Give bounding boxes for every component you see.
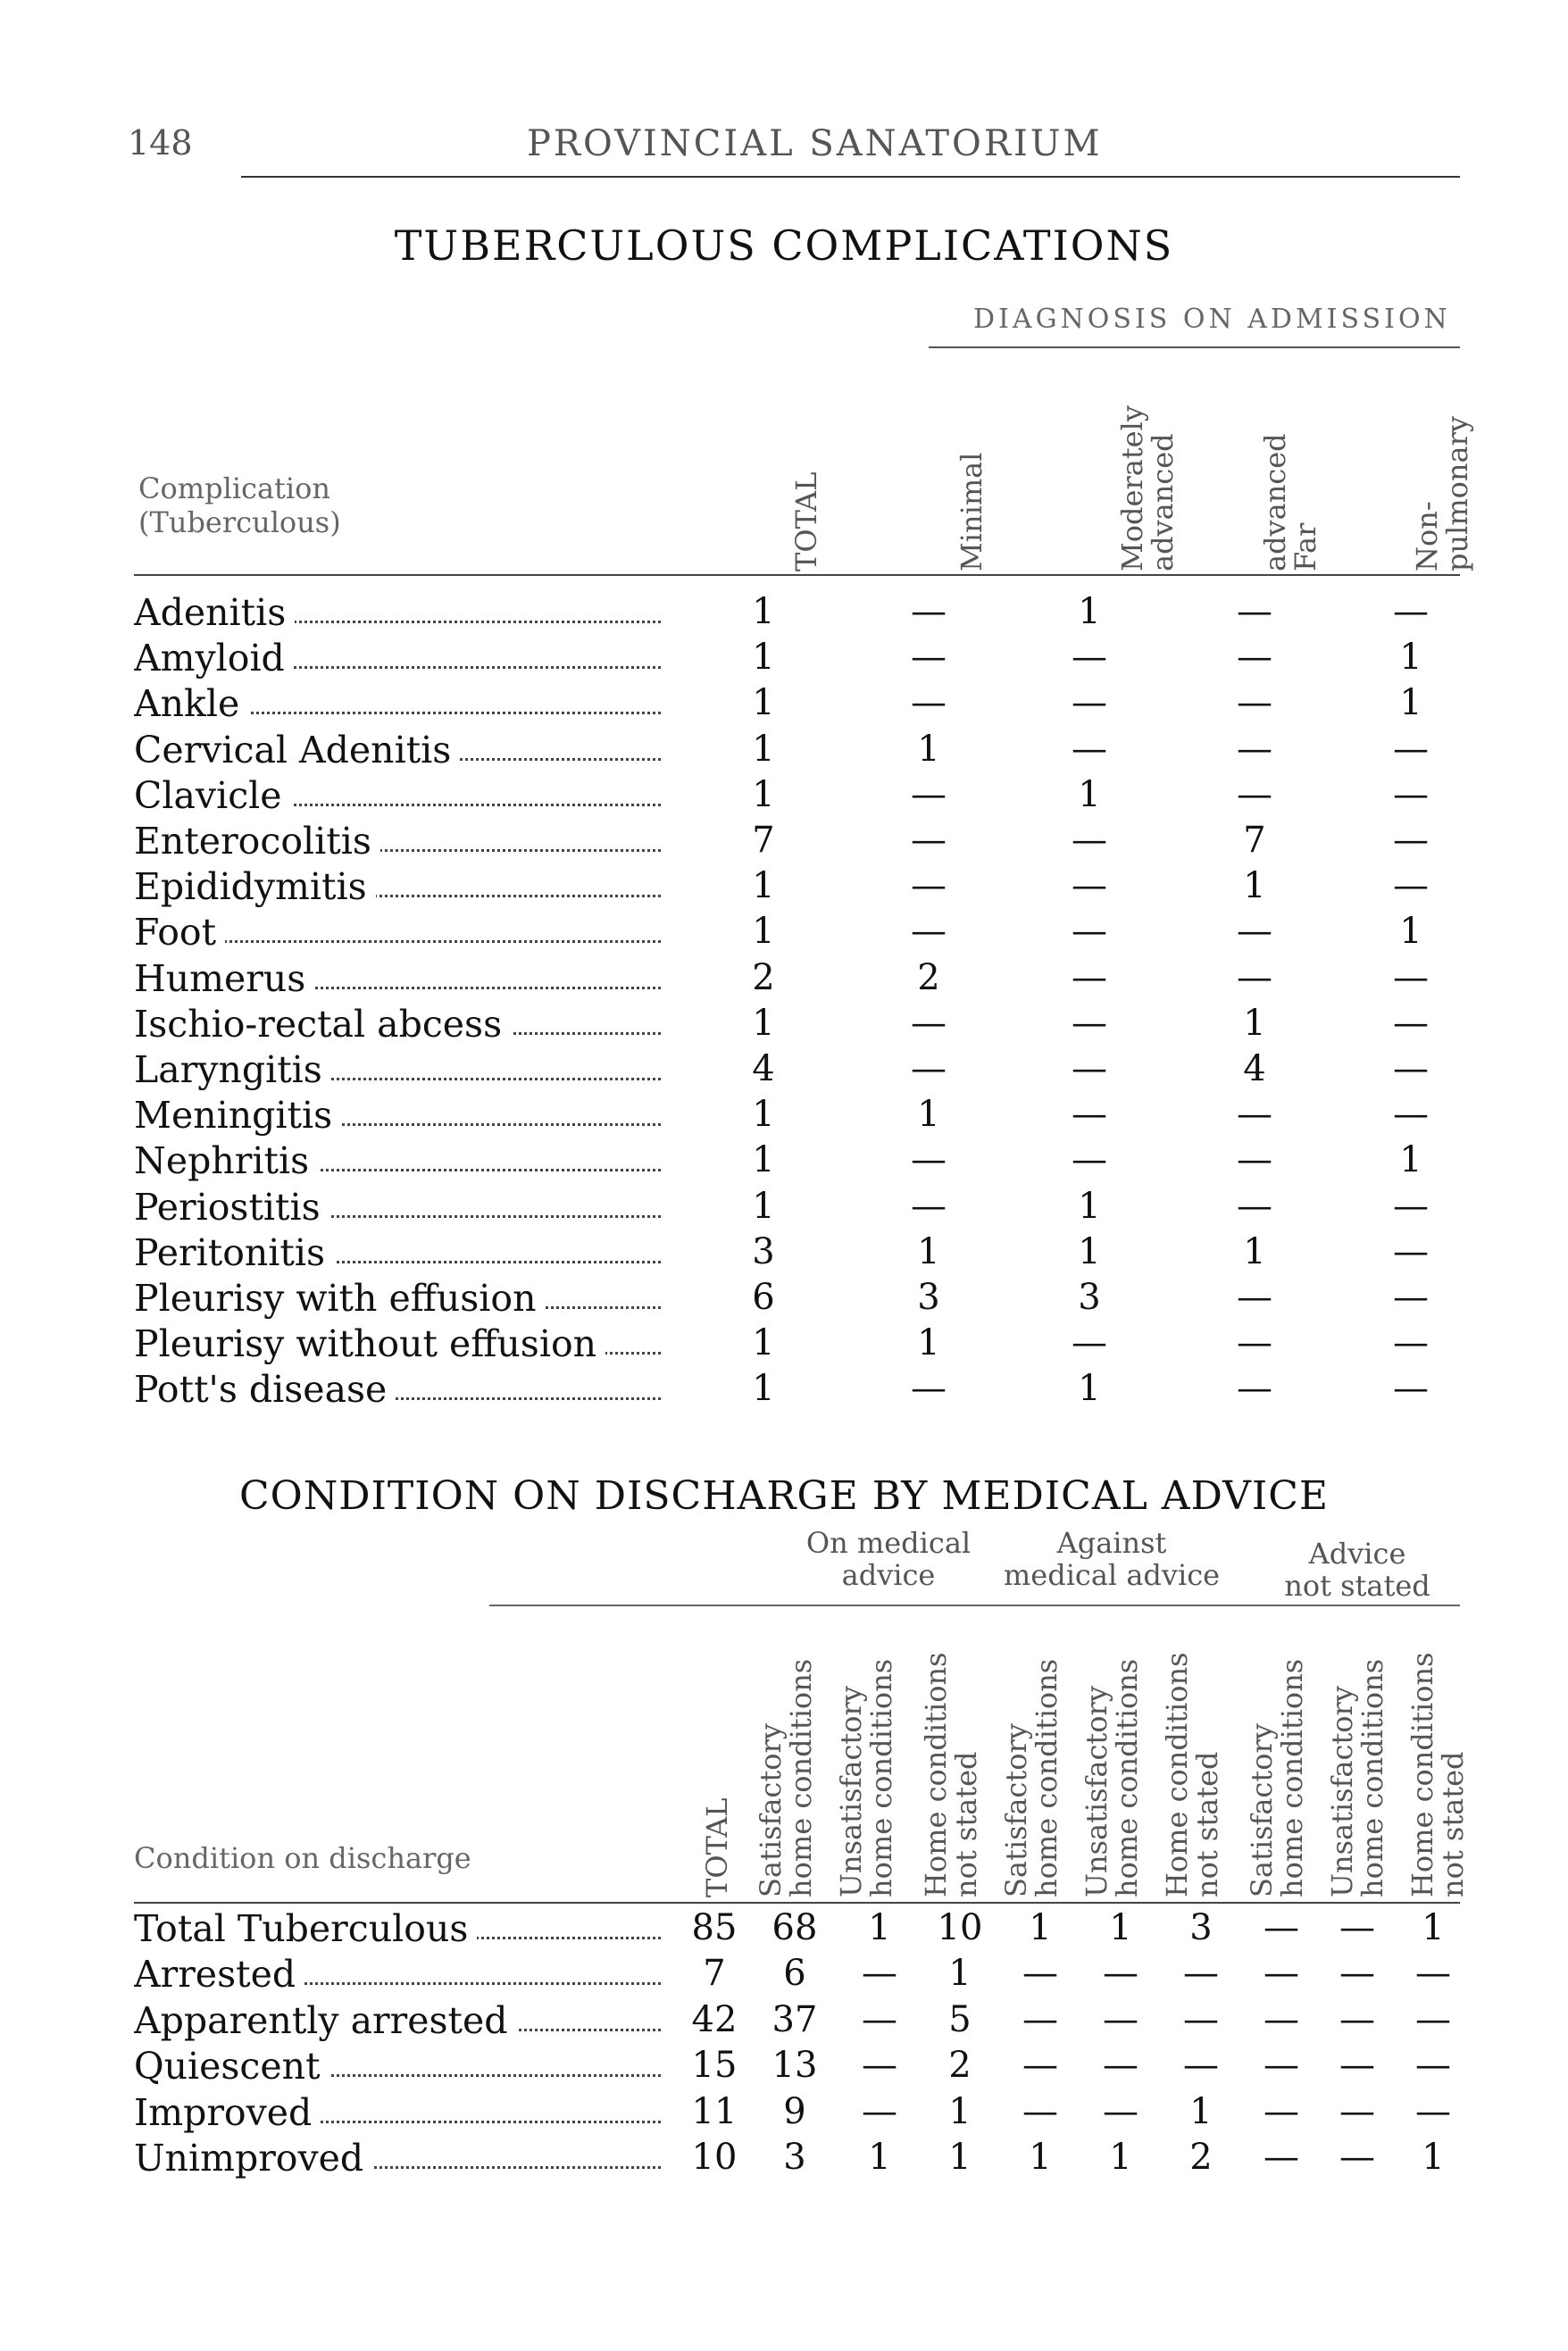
- t1-cell: 1: [752, 1094, 775, 1135]
- t1-cell: 1: [752, 591, 775, 632]
- t1-col-header-0-line1: TOTAL: [789, 471, 823, 571]
- t1-cell: —: [1237, 957, 1272, 998]
- t1-cell: 1: [752, 774, 775, 815]
- t2-col-header-7-line1: Satisfactory: [1245, 1723, 1279, 1897]
- t2-group-header-2: [1250, 1538, 1464, 1602]
- t1-cell: —: [911, 1048, 947, 1089]
- t2-cell: —: [1264, 2091, 1299, 2132]
- t1-cell: 1: [1078, 774, 1101, 815]
- t2-row-label: [134, 1953, 661, 1996]
- t1-row-label-text: Cervical Adenitis: [134, 729, 460, 771]
- table1-row-header-line2: (Tuberculous): [138, 505, 341, 539]
- t2-row-label: [134, 2137, 661, 2180]
- t2-cell: 1: [1109, 2137, 1132, 2178]
- t2-cell: —: [1103, 2091, 1138, 2132]
- t2-cell: 1: [1422, 1907, 1445, 1948]
- t2-row-label-text: Unimproved: [134, 2137, 372, 2180]
- t1-row-label: [134, 957, 661, 1000]
- t1-cell: —: [1237, 774, 1272, 815]
- t2-cell: 11: [691, 2091, 738, 2132]
- table2-title: CONDITION ON DISCHARGE BY MEDICAL ADVICE: [238, 1473, 1330, 1519]
- t2-cell: 1: [948, 2137, 972, 2178]
- t1-cell: 1: [1243, 1231, 1266, 1272]
- t1-cell: 1: [752, 729, 775, 770]
- t1-cell: 4: [752, 1048, 775, 1089]
- t1-cell: —: [1393, 1186, 1429, 1227]
- t2-cell: 6: [783, 1953, 806, 1994]
- t2-cell: 2: [1189, 2137, 1213, 2178]
- t2-cell: —: [862, 2045, 897, 2086]
- t2-row-label-text: Quiescent: [134, 2045, 329, 2088]
- table1-group-header: DIAGNOSIS ON ADMISSION: [973, 304, 1451, 335]
- t1-row-label-text: Pleurisy without effusion: [134, 1322, 605, 1365]
- t2-cell: —: [1022, 2091, 1058, 2132]
- header-rule: [241, 176, 1460, 178]
- table1-title: TUBERCULOUS COMPLICATIONS: [394, 221, 1174, 270]
- t1-cell: 1: [1399, 637, 1422, 678]
- t1-cell: 1: [752, 1368, 775, 1409]
- t2-group-header-line2: advice: [841, 1558, 936, 1592]
- t1-cell: —: [1393, 729, 1429, 770]
- t1-cell: 1: [1078, 1186, 1101, 1227]
- t1-col-header-3-line2: Far: [1289, 522, 1322, 571]
- t1-cell: 6: [752, 1277, 775, 1318]
- table2-group-rule: [489, 1605, 1460, 1606]
- t2-cell: —: [1264, 2137, 1299, 2178]
- t1-cell: 7: [1243, 820, 1266, 861]
- t1-cell: 1: [752, 1139, 775, 1180]
- t1-cell: —: [1237, 1277, 1272, 1318]
- t1-cell: —: [1072, 729, 1107, 770]
- t1-cell: 1: [752, 637, 775, 678]
- t1-row-label-text: Humerus: [134, 957, 314, 1000]
- t2-group-header-line2: not stated: [1284, 1569, 1430, 1603]
- t1-cell: 1: [752, 911, 775, 952]
- t1-cell: 1: [1078, 1231, 1101, 1272]
- t2-cell: —: [1339, 2045, 1375, 2086]
- t2-cell: —: [862, 1999, 897, 2040]
- t2-cell: —: [1103, 2045, 1138, 2086]
- t1-row-label-text: Amyloid: [134, 637, 294, 679]
- t2-col-header-5-line2: home conditions: [1110, 1658, 1144, 1897]
- t1-cell: —: [911, 774, 947, 815]
- t1-cell: 4: [1243, 1048, 1266, 1089]
- t1-row-label: [134, 591, 661, 634]
- t1-cell: —: [1072, 1003, 1107, 1044]
- t2-col-header-4-line1: Satisfactory: [999, 1723, 1033, 1897]
- t2-col-header-8-line1: Unsatisfactory: [1325, 1686, 1359, 1897]
- t1-cell: —: [1393, 957, 1429, 998]
- t1-cell: 1: [917, 1231, 940, 1272]
- t1-row-label: [134, 729, 661, 771]
- t1-cell: —: [1237, 729, 1272, 770]
- t2-cell: —: [1339, 2091, 1375, 2132]
- t2-cell: —: [1264, 1999, 1299, 2040]
- t2-cell: —: [1264, 1953, 1299, 1994]
- t1-cell: 1: [917, 1322, 940, 1363]
- t1-cell: 3: [752, 1231, 775, 1272]
- t2-col-header-4-line2: home conditions: [1030, 1658, 1063, 1897]
- t1-cell: —: [1237, 591, 1272, 632]
- t2-cell: 1: [1029, 1907, 1052, 1948]
- t1-row-label-text: Adenitis: [134, 591, 295, 634]
- t1-cell: —: [1072, 682, 1107, 723]
- t1-row-label: [134, 1139, 661, 1182]
- t1-col-header-4-line2: pulmonary: [1440, 416, 1474, 571]
- t1-row-label: [134, 1094, 661, 1137]
- t2-cell: 5: [948, 1999, 972, 2040]
- t1-cell: —: [1393, 1003, 1429, 1044]
- t2-col-header-8-line2: home conditions: [1355, 1658, 1389, 1897]
- t2-cell: —: [1415, 1999, 1451, 2040]
- t2-row-label-text: Apparently arrested: [134, 1999, 517, 2042]
- t1-row-label-text: Ischio-rectal abcess: [134, 1003, 511, 1046]
- t1-cell: —: [1393, 1277, 1429, 1318]
- t1-row-label: [134, 865, 661, 908]
- t1-cell: —: [911, 591, 947, 632]
- t2-cell: 7: [703, 1953, 726, 1994]
- t1-row-label-text: Meningitis: [134, 1094, 341, 1137]
- t2-col-header-1-line2: home conditions: [784, 1658, 818, 1897]
- t1-row-label-text: Epididymitis: [134, 865, 376, 908]
- table1-row-header-line1: Complication: [138, 471, 331, 505]
- t2-cell: 3: [783, 2137, 806, 2178]
- t2-cell: —: [1103, 1999, 1138, 2040]
- t2-cell: 42: [691, 1999, 738, 2040]
- t1-cell: 1: [752, 1186, 775, 1227]
- t2-cell: —: [1103, 1953, 1138, 1994]
- t2-cell: 1: [868, 2137, 891, 2178]
- t2-cell: —: [1415, 2045, 1451, 2086]
- t1-cell: —: [911, 1368, 947, 1409]
- t2-cell: 37: [771, 1999, 818, 2040]
- t2-col-header-2-line2: home conditions: [864, 1658, 898, 1897]
- t1-row-label: [134, 1186, 661, 1229]
- t2-col-header-9-line2: not stated: [1436, 1751, 1470, 1897]
- t2-row-label: [134, 1907, 661, 1950]
- t1-row-label: [134, 911, 661, 954]
- t1-cell: —: [911, 637, 947, 678]
- t1-row-label: [134, 774, 661, 817]
- t2-group-header-1: [978, 1527, 1246, 1591]
- t1-cell: 1: [752, 865, 775, 906]
- t1-cell: —: [1237, 911, 1272, 952]
- t1-cell: 1: [1243, 865, 1266, 906]
- t1-cell: 1: [1243, 1003, 1266, 1044]
- t2-row-label: [134, 1999, 661, 2042]
- t2-cell: 1: [1029, 2137, 1052, 2178]
- t1-cell: —: [911, 820, 947, 861]
- table2-header-rule: [134, 1902, 1460, 1904]
- t1-row-label-text: Ankle: [134, 682, 248, 725]
- t2-col-header-6-line2: not stated: [1190, 1751, 1224, 1897]
- t1-row-label-text: Foot: [134, 911, 225, 954]
- t1-cell: —: [1393, 1048, 1429, 1089]
- t1-cell: —: [1393, 1231, 1429, 1272]
- t1-row-label-text: Pott's disease: [134, 1368, 396, 1411]
- t2-cell: —: [1264, 2045, 1299, 2086]
- t1-cell: —: [911, 1186, 947, 1227]
- t1-cell: —: [1072, 957, 1107, 998]
- t1-row-label-text: Nephritis: [134, 1139, 318, 1182]
- table1-header-rule: [134, 574, 1460, 576]
- t2-cell: 1: [948, 1953, 972, 1994]
- t2-col-header-0-line1: TOTAL: [700, 1797, 734, 1897]
- t1-row-label-text: Pleurisy with effusion: [134, 1277, 545, 1320]
- t2-cell: 1: [1422, 2137, 1445, 2178]
- t1-cell: —: [1237, 682, 1272, 723]
- table1-row-header: [138, 471, 341, 539]
- page-number: 148: [128, 123, 193, 163]
- t2-cell: 13: [771, 2045, 818, 2086]
- t1-cell: 1: [1399, 911, 1422, 952]
- t1-cell: 2: [917, 957, 940, 998]
- t1-cell: —: [1072, 865, 1107, 906]
- t1-col-header-2-line2: advanced: [1146, 433, 1180, 571]
- t2-cell: 1: [868, 1907, 891, 1948]
- t2-cell: —: [1415, 2091, 1451, 2132]
- t1-row-label-text: Enterocolitis: [134, 820, 380, 863]
- t1-row-label-text: Periostitis: [134, 1186, 329, 1229]
- t2-row-label: [134, 2045, 661, 2088]
- t2-col-header-1-line1: Satisfactory: [754, 1723, 788, 1897]
- table2-row-header: Condition on discharge: [134, 1841, 471, 1875]
- t2-row-label-text: Total Tuberculous: [134, 1907, 477, 1950]
- t2-cell: —: [1183, 2045, 1219, 2086]
- t1-cell: 3: [1078, 1277, 1101, 1318]
- t1-row-label: [134, 1003, 661, 1046]
- t2-row-label-text: Improved: [134, 2091, 321, 2134]
- t1-cell: 1: [917, 1094, 940, 1135]
- t1-cell: —: [1237, 1322, 1272, 1363]
- t1-row-label: [134, 1231, 661, 1274]
- t2-cell: —: [1022, 2045, 1058, 2086]
- t1-cell: —: [1237, 1186, 1272, 1227]
- t1-cell: —: [911, 1139, 947, 1180]
- t2-cell: 1: [948, 2091, 972, 2132]
- t1-cell: —: [1072, 911, 1107, 952]
- t1-cell: 7: [752, 820, 775, 861]
- t1-row-label: [134, 637, 661, 679]
- t2-group-header-line1: Advice: [1308, 1537, 1406, 1571]
- t1-cell: 3: [917, 1277, 940, 1318]
- t1-cell: —: [1237, 1368, 1272, 1409]
- t1-row-label-text: Clavicle: [134, 774, 291, 817]
- t1-cell: —: [1393, 820, 1429, 861]
- t1-col-header-3-line1: advanced: [1258, 433, 1292, 571]
- t1-cell: —: [1393, 591, 1429, 632]
- t1-row-label: [134, 682, 661, 725]
- t1-cell: —: [911, 911, 947, 952]
- t1-cell: —: [1237, 1094, 1272, 1135]
- t1-row-label: [134, 820, 661, 863]
- t2-row-label: [134, 2091, 661, 2134]
- table1-group-rule: [929, 346, 1460, 348]
- t2-cell: 68: [771, 1907, 818, 1948]
- t2-col-header-7-line2: home conditions: [1275, 1658, 1309, 1897]
- t2-cell: 9: [783, 2091, 806, 2132]
- running-head: PROVINCIAL SANATORIUM: [527, 123, 1103, 164]
- t1-row-label: [134, 1277, 661, 1320]
- t2-cell: 85: [691, 1907, 738, 1948]
- t2-cell: —: [1183, 1999, 1219, 2040]
- t1-row-label-text: Peritonitis: [134, 1231, 334, 1274]
- t2-col-header-5-line1: Unsatisfactory: [1080, 1686, 1113, 1897]
- t1-cell: 1: [917, 729, 940, 770]
- t2-cell: —: [1415, 1953, 1451, 1994]
- t1-col-header-2-line1: Moderately: [1115, 405, 1149, 571]
- t1-cell: —: [1072, 1094, 1107, 1135]
- t2-cell: —: [1022, 1999, 1058, 2040]
- t2-cell: 1: [1109, 1907, 1132, 1948]
- t1-cell: —: [1072, 820, 1107, 861]
- t2-cell: 15: [691, 2045, 738, 2086]
- t1-col-header-4-line1: Non-: [1410, 501, 1444, 571]
- t1-cell: —: [1072, 637, 1107, 678]
- t1-cell: 1: [752, 1322, 775, 1363]
- t2-col-header-3-line2: not stated: [949, 1751, 983, 1897]
- t1-row-label-text: Laryngitis: [134, 1048, 331, 1091]
- t2-col-header-2-line1: Unsatisfactory: [834, 1686, 868, 1897]
- t1-cell: —: [1237, 1139, 1272, 1180]
- t2-group-header-line2: medical advice: [1003, 1558, 1221, 1592]
- t2-cell: —: [862, 1953, 897, 1994]
- t1-cell: 1: [1399, 1139, 1422, 1180]
- t2-cell: 10: [691, 2137, 738, 2178]
- t2-cell: —: [1183, 1953, 1219, 1994]
- t1-cell: —: [911, 1003, 947, 1044]
- t1-cell: 1: [752, 1003, 775, 1044]
- t1-cell: —: [1072, 1322, 1107, 1363]
- t2-group-header-line1: On medical: [805, 1526, 972, 1560]
- t2-col-header-3-line1: Home conditions: [919, 1652, 953, 1897]
- t2-cell: 3: [1189, 1907, 1213, 1948]
- t1-cell: —: [1393, 1094, 1429, 1135]
- t1-cell: —: [1072, 1139, 1107, 1180]
- t2-cell: 10: [937, 1907, 983, 1948]
- t1-cell: —: [1393, 1322, 1429, 1363]
- t2-cell: —: [1339, 1999, 1375, 2040]
- t1-cell: —: [1393, 865, 1429, 906]
- t2-group-header-line1: Against: [1056, 1526, 1167, 1560]
- t1-cell: 1: [1399, 682, 1422, 723]
- t1-cell: —: [1237, 637, 1272, 678]
- t2-col-header-9-line1: Home conditions: [1405, 1652, 1439, 1897]
- t2-row-label-text: Arrested: [134, 1953, 304, 1996]
- t1-cell: —: [1072, 1048, 1107, 1089]
- t1-cell: 1: [1078, 591, 1101, 632]
- t1-cell: 2: [752, 957, 775, 998]
- t2-cell: —: [1264, 1907, 1299, 1948]
- t2-cell: 2: [948, 2045, 972, 2086]
- t2-cell: 1: [1189, 2091, 1213, 2132]
- t2-cell: —: [1339, 1953, 1375, 1994]
- t1-cell: —: [911, 682, 947, 723]
- t1-cell: 1: [752, 682, 775, 723]
- t2-cell: —: [1339, 1907, 1375, 1948]
- t1-cell: —: [1393, 774, 1429, 815]
- t1-row-label: [134, 1048, 661, 1091]
- t2-col-header-6-line1: Home conditions: [1160, 1652, 1194, 1897]
- t1-col-header-1-line1: Minimal: [955, 452, 988, 571]
- t2-cell: —: [862, 2091, 897, 2132]
- t1-row-label: [134, 1322, 661, 1365]
- t1-cell: —: [911, 865, 947, 906]
- t2-cell: —: [1022, 1953, 1058, 1994]
- t1-row-label: [134, 1368, 661, 1411]
- t1-cell: —: [1393, 1368, 1429, 1409]
- t2-cell: —: [1339, 2137, 1375, 2178]
- t1-cell: 1: [1078, 1368, 1101, 1409]
